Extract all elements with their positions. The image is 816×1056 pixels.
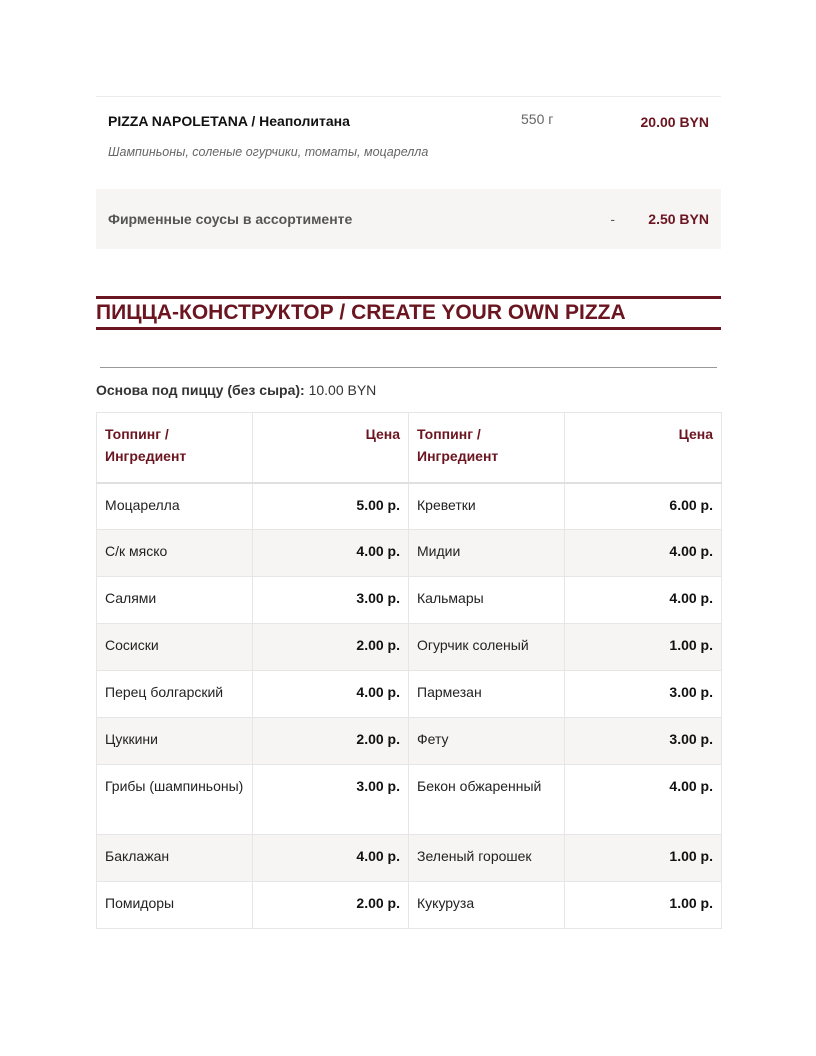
- sauces-price: 2.50 BYN: [621, 189, 721, 249]
- topping-price: 6.00 р.: [565, 483, 722, 530]
- topping-price: 1.00 р.: [565, 835, 722, 882]
- topping-price: 1.00 р.: [565, 624, 722, 671]
- topping-header-left: Топпинг / Ингредиент: [97, 413, 253, 483]
- topping-name: Моцарелла: [97, 483, 253, 530]
- topping-name: Креветки: [409, 483, 565, 530]
- table-row: [97, 577, 722, 624]
- topping-name: С/к мяско: [97, 530, 253, 577]
- menu-item-description: Шампиньоны, соленые огурчики, томаты, моцарелла: [108, 145, 429, 159]
- topping-price: 3.00 р.: [253, 765, 409, 835]
- topping-price: 4.00 р.: [253, 530, 409, 577]
- menu-item-row: [96, 97, 721, 189]
- toppings-header-row: [97, 413, 722, 483]
- topping-price: 5.00 р.: [253, 483, 409, 530]
- price-header-left: Цена: [253, 413, 409, 483]
- table-row: [97, 671, 722, 718]
- table-row: [97, 718, 722, 765]
- topping-price: 4.00 р.: [565, 530, 722, 577]
- sauces-title: Фирменные соусы в ассортименте: [96, 189, 521, 249]
- table-row: [97, 624, 722, 671]
- menu-item-title: PIZZA NAPOLETANA / Неаполитана: [108, 113, 350, 129]
- sauces-weight: -: [521, 189, 621, 249]
- divider: [100, 367, 717, 368]
- pizza-base-line: [96, 382, 376, 398]
- topping-name: Фету: [409, 718, 565, 765]
- topping-name: Кукуруза: [409, 882, 565, 929]
- menu-item-weight: 550 г: [521, 97, 621, 189]
- topping-header-right: Топпинг / Ингредиент: [409, 413, 565, 483]
- topping-name: Огурчик соленый: [409, 624, 565, 671]
- topping-price: 2.00 р.: [253, 624, 409, 671]
- topping-price: 4.00 р.: [253, 671, 409, 718]
- table-row: [97, 483, 722, 530]
- table-row: [97, 765, 722, 835]
- topping-name: Бекон обжаренный: [409, 765, 565, 835]
- topping-name: Перец болгарский: [97, 671, 253, 718]
- topping-name: Салями: [97, 577, 253, 624]
- topping-price: 3.00 р.: [565, 671, 722, 718]
- topping-price: 2.00 р.: [253, 718, 409, 765]
- topping-price: 1.00 р.: [565, 882, 722, 929]
- topping-price: 4.00 р.: [565, 577, 722, 624]
- topping-name: Зеленый горошек: [409, 835, 565, 882]
- sauces-row: [96, 189, 721, 249]
- table-row: [97, 835, 722, 882]
- topping-name: Сосиски: [97, 624, 253, 671]
- topping-name: Пармезан: [409, 671, 565, 718]
- pizza-base-label: Основа под пиццу (без сыра):: [96, 382, 305, 398]
- topping-price: 3.00 р.: [253, 577, 409, 624]
- table-row: [97, 882, 722, 929]
- topping-price: 2.00 р.: [253, 882, 409, 929]
- topping-name: Кальмары: [409, 577, 565, 624]
- price-header-right: Цена: [565, 413, 722, 483]
- topping-name: Цуккини: [97, 718, 253, 765]
- topping-price: 4.00 р.: [253, 835, 409, 882]
- topping-name: Баклажан: [97, 835, 253, 882]
- topping-name: Грибы (шампиньоны): [97, 765, 253, 835]
- menu-item-info: [96, 97, 521, 189]
- topping-name: Помидоры: [97, 882, 253, 929]
- topping-price: 4.00 р.: [565, 765, 722, 835]
- table-row: [97, 530, 722, 577]
- toppings-body: [97, 483, 722, 929]
- toppings-table: [96, 412, 722, 929]
- menu-items-table: [96, 96, 721, 249]
- topping-name: Мидии: [409, 530, 565, 577]
- section-heading: ПИЦЦА-КОНСТРУКТОР / CREATE YOUR OWN PIZZA: [96, 296, 721, 330]
- pizza-base-price: 10.00 BYN: [308, 382, 377, 398]
- topping-price: 3.00 р.: [565, 718, 722, 765]
- menu-item-price: 20.00 BYN: [621, 97, 721, 189]
